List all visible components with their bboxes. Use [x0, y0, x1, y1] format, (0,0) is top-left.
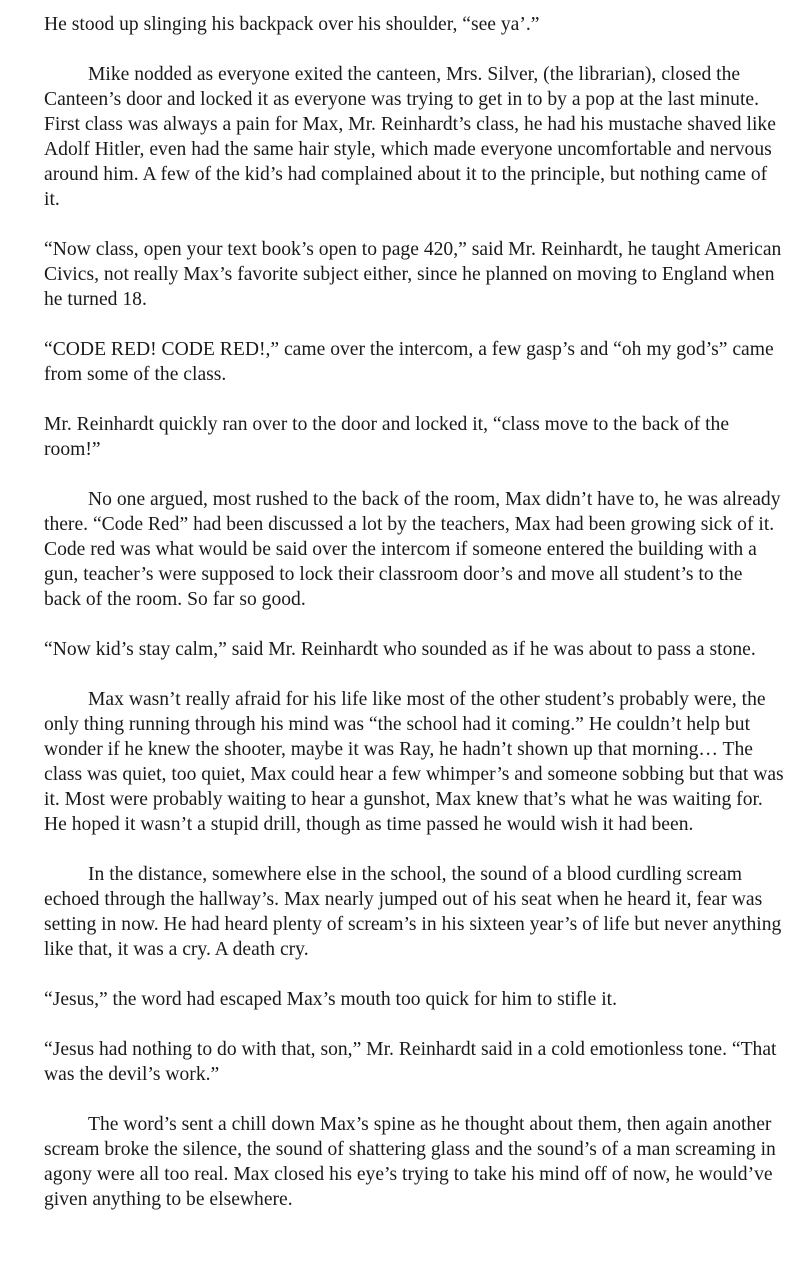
document-page [44, 12, 784, 1237]
paragraph-6: No one argued, most rushed to the back of the room, Max didn’t have to, he was already there. “Code Red” had been discussed a lot by the teachers, Max had been growing sick of it. Code red was what would be said over the intercom if someone entered the building with a gun, teacher’s were supposed to lock their classroom door’s and move all student’s to the back of the room. So far so good. [44, 489, 781, 610]
paragraph-11: “Jesus had nothing to do with that, son,” Mr. Reinhardt said in a cold emotionless tone. “That was the devil’s work.” [44, 1039, 777, 1085]
paragraph-8: Max wasn’t really afraid for his life like most of the other student’s probably were, the only thing running through his mind was “the school had it coming.” He couldn’t help but wonder if he knew the shooter, maybe it was Ray, he hadn’t shown up that morning… The class was quiet, too quiet, Max could hear a few whimper’s and someone sobbing but that was it. Most were probably waiting to hear a gunshot, Max knew that’s what he was waiting for. He hoped it wasn’t a stupid drill, though as time passed he would wish it had been. [44, 689, 784, 835]
paragraph-3: “Now class, open your text book’s open to page 420,” said Mr. Reinhardt, he taught American Civics, not really Max’s favorite subject either, since he planned on moving to England when he turned 18. [44, 239, 782, 310]
paragraph-5: Mr. Reinhardt quickly ran over to the door and locked it, “class move to the back of the room!” [44, 414, 730, 460]
paragraph-10: “Jesus,” the word had escaped Max’s mouth too quick for him to stifle it. [44, 989, 618, 1010]
paragraph-7: “Now kid’s stay calm,” said Mr. Reinhardt who sounded as if he was about to pass a stone. [44, 639, 756, 660]
paragraph-2: Mike nodded as everyone exited the canteen, Mrs. Silver, (the librarian), closed the Canteen’s door and locked it as everyone was trying to get in to by a pop at the last minute. First class was always a pain for Max, Mr. Reinhardt’s class, he had his mustache shaved like Adolf Hitler, even had the same hair style, which made everyone uncomfortable and nervous around him. A few of the kid’s had complained about it to the principle, but nothing came of it. [44, 64, 776, 210]
paragraph-12: The word’s sent a chill down Max’s spine as he thought about them, then again another scream broke the silence, the sound of shattering glass and the sound’s of a man screaming in agony were all too real. Max closed his eye’s trying to take his mind off of now, he would’ve given anything to be elsewhere. [44, 1114, 776, 1210]
paragraph-4: “CODE RED! CODE RED!,” came over the intercom, a few gasp’s and “oh my god’s” came from some of the class. [44, 339, 774, 385]
paragraph-1: He stood up slinging his backpack over his shoulder, “see ya’.” [44, 14, 540, 35]
paragraph-9: In the distance, somewhere else in the school, the sound of a blood curdling scream echoed through the hallway’s. Max nearly jumped out of his seat when he heard it, fear was setting in now. He had heard plenty of scream’s in his sixteen year’s of life but never anything like that, it was a cry. A death cry. [44, 864, 782, 960]
